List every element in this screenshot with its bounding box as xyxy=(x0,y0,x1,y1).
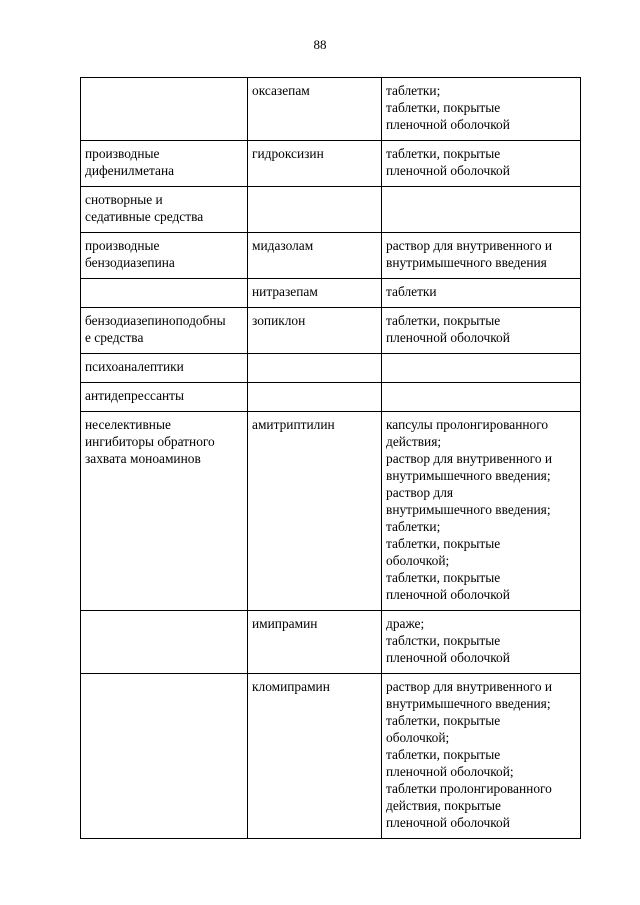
cell-text-line: снотворные и xyxy=(85,192,163,207)
table-row xyxy=(81,611,581,674)
cell-text-line: внутримышечного введения xyxy=(386,255,547,270)
cell-text-line: таблетки, покрытые xyxy=(386,100,501,115)
cell-text-line: внутримышечного введения; xyxy=(386,468,551,483)
dosage-forms-cell xyxy=(382,611,581,674)
group-cell xyxy=(81,187,248,233)
drug-table-body xyxy=(81,78,581,839)
drug-table xyxy=(80,77,581,839)
dosage-forms-cell xyxy=(382,78,581,141)
cell-text-line: пленочной оболочкой xyxy=(386,587,510,602)
dosage-forms-cell xyxy=(382,187,581,233)
drug-name-cell xyxy=(248,279,382,308)
drug-name-cell xyxy=(248,383,382,412)
cell-text-line: мидазолам xyxy=(252,238,314,253)
cell-text-line: таблетки пролонгированного xyxy=(386,781,552,796)
cell-text-line: раствор для внутривенного и xyxy=(386,238,553,253)
page-number: 88 xyxy=(313,37,327,52)
group-cell xyxy=(81,308,248,354)
cell-text-line: капсулы пролонгированного xyxy=(386,417,549,432)
cell-text-line: пленочной оболочкой xyxy=(386,815,510,830)
drug-name-cell xyxy=(248,308,382,354)
cell-text-line: седативные средства xyxy=(85,209,204,224)
group-cell xyxy=(81,611,248,674)
cell-text-line: производные xyxy=(85,146,160,161)
group-cell xyxy=(81,354,248,383)
cell-text-line: оболочкой; xyxy=(386,730,450,745)
cell-text-line: таблетки; xyxy=(386,519,441,534)
cell-text-line: таблетки, покрытые xyxy=(386,536,501,551)
cell-text-line: драже; xyxy=(386,616,425,631)
cell-text-line: таблетки, покрытые xyxy=(386,313,501,328)
cell-text-line: бензодиазепиноподобны xyxy=(85,313,226,328)
cell-text-line: е средства xyxy=(85,330,144,345)
cell-text-line: кломипрамин xyxy=(252,679,330,694)
cell-text-line: имипрамин xyxy=(252,616,318,631)
drug-name-cell xyxy=(248,354,382,383)
drug-name-cell xyxy=(248,611,382,674)
dosage-forms-cell xyxy=(382,674,581,839)
group-cell xyxy=(81,233,248,279)
table-row xyxy=(81,279,581,308)
group-cell xyxy=(81,383,248,412)
group-cell xyxy=(81,412,248,611)
cell-text-line: таблетки xyxy=(386,284,437,299)
cell-text-line: захвата моноаминов xyxy=(85,451,201,466)
dosage-forms-cell xyxy=(382,279,581,308)
cell-text-line: внутримышечного введения; xyxy=(386,696,551,711)
cell-text-line: внутримышечного введения; xyxy=(386,502,551,517)
table-row xyxy=(81,78,581,141)
cell-text-line: дифенилметана xyxy=(85,163,175,178)
cell-text-line: психоаналептики xyxy=(85,359,184,374)
cell-text-line: таблстки, покрытые xyxy=(386,633,501,648)
dosage-forms-cell xyxy=(382,308,581,354)
dosage-forms-cell xyxy=(382,354,581,383)
cell-text-line: таблетки, покрытые xyxy=(386,713,501,728)
group-cell xyxy=(81,279,248,308)
drug-name-cell xyxy=(248,412,382,611)
cell-text-line: зопиклон xyxy=(252,313,306,328)
cell-text-line: антидепрессанты xyxy=(85,388,185,403)
cell-text-line: пленочной оболочкой; xyxy=(386,764,514,779)
group-cell xyxy=(81,674,248,839)
cell-text-line: таблетки; xyxy=(386,83,441,98)
cell-text-line: бензодиазепина xyxy=(85,255,175,270)
table-row xyxy=(81,383,581,412)
cell-text-line: пленочной оболочкой xyxy=(386,163,510,178)
cell-text-line: таблетки, покрытые xyxy=(386,570,501,585)
cell-text-line: таблетки, покрытые xyxy=(386,747,501,762)
table-row xyxy=(81,141,581,187)
cell-text-line: раствор для внутривенного и xyxy=(386,451,553,466)
table-row xyxy=(81,354,581,383)
drug-name-cell xyxy=(248,674,382,839)
cell-text-line: производные xyxy=(85,238,160,253)
cell-text-line: оболочкой; xyxy=(386,553,450,568)
cell-text-line: раствор для xyxy=(386,485,454,500)
dosage-forms-cell xyxy=(382,233,581,279)
cell-text-line: оксазепам xyxy=(252,83,310,98)
group-cell xyxy=(81,78,248,141)
drug-name-cell xyxy=(248,187,382,233)
drug-name-cell xyxy=(248,233,382,279)
cell-text-line: ингибиторы обратного xyxy=(85,434,215,449)
dosage-forms-cell xyxy=(382,412,581,611)
cell-text-line: действия, покрытые xyxy=(386,798,501,813)
cell-text-line: пленочной оболочкой xyxy=(386,117,510,132)
dosage-forms-cell xyxy=(382,141,581,187)
table-row xyxy=(81,233,581,279)
table-row xyxy=(81,308,581,354)
table-row xyxy=(81,674,581,839)
drug-name-cell xyxy=(248,141,382,187)
cell-text-line: неселективные xyxy=(85,417,171,432)
cell-text-line: пленочной оболочкой xyxy=(386,650,510,665)
drug-name-cell xyxy=(248,78,382,141)
cell-text-line: действия; xyxy=(386,434,442,449)
cell-text-line: нитразепам xyxy=(252,284,318,299)
cell-text-line: амитриптилин xyxy=(252,417,335,432)
cell-text-line: гидроксизин xyxy=(252,146,324,161)
cell-text-line: пленочной оболочкой xyxy=(386,330,510,345)
cell-text-line: таблетки, покрытые xyxy=(386,146,501,161)
dosage-forms-cell xyxy=(382,383,581,412)
table-row xyxy=(81,412,581,611)
cell-text-line: раствор для внутривенного и xyxy=(386,679,553,694)
group-cell xyxy=(81,141,248,187)
table-row xyxy=(81,187,581,233)
